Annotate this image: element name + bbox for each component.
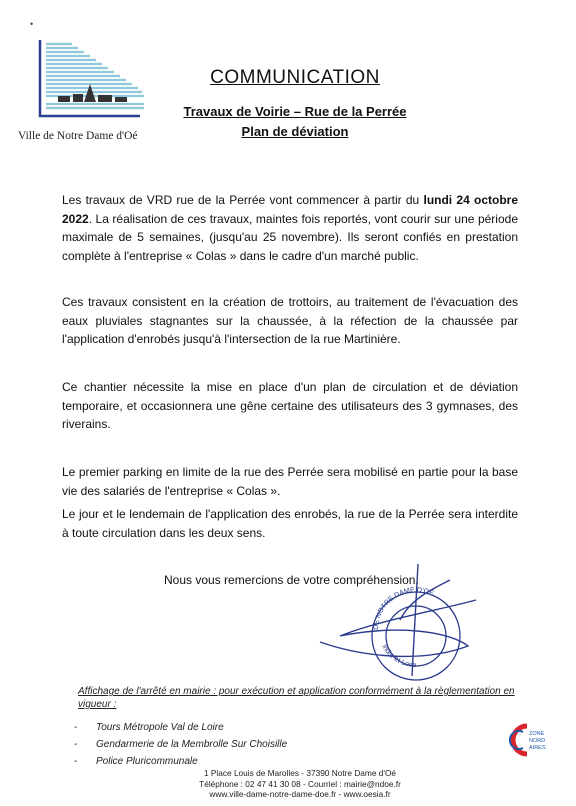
p1-text-before: Les travaux de VRD rue de la Perrée vont commencer à partir du	[62, 193, 424, 207]
list-item-label: Tours Métropole Val de Loire	[96, 722, 224, 733]
list-item	[74, 736, 287, 753]
list-item-label: Police Pluricommunale	[96, 756, 198, 767]
paragraph-parking: Le premier parking en limite de la rue des Perrée sera mobilisé en partie pour la base vie des salariés de l'entreprise « Colas ».	[62, 465, 518, 498]
footer	[150, 768, 450, 800]
list-dash: -	[74, 739, 78, 750]
p1-text-after: . La réalisation de ces travaux, maintes fois reportés, vont courir sur une période maximale de 5 semaines, (jusqu'au 25 novembre). Ils seront confiés en prestation complète à l'entreprise « Colas » dans le cadre d'un marché public.	[62, 211, 518, 263]
footer-websites: www.ville-dame-notre-dame-doe.fr - www.oesia.fr	[209, 789, 391, 799]
subtitle-works: Travaux de Voirie – Rue de la Perrée	[183, 104, 407, 119]
page-mark: •	[30, 19, 34, 29]
partner-logo	[505, 720, 559, 760]
stamp-text-bottom: Indre-et-Loire	[380, 643, 417, 670]
paragraph-start-date	[62, 191, 518, 265]
posting-notice: Affichage de l'arrêté en mairie : pour exécution et application conformément à la règlementation en vigueur :	[78, 686, 515, 710]
footer-contact: Téléphone : 02 47 41 30 08 - Courriel : mairie@ndoe.fr	[199, 778, 401, 789]
thanks-line: Nous vous remercions de votre compréhension.	[164, 573, 419, 587]
town-logo	[18, 38, 148, 128]
page-title: COMMUNICATION	[210, 67, 380, 88]
list-dash: -	[74, 722, 78, 733]
start-date: lundi 24 octobre 2022	[62, 193, 519, 226]
logo-caption: Ville de Notre Dame d'Oé	[18, 130, 138, 142]
list-item	[74, 719, 287, 736]
paragraph-closure: Le jour et le lendemain de l'application des enrobés, la rue de la Perrée sera interdite à toute circulation dans les deux sens.	[62, 507, 518, 540]
list-dash: -	[74, 756, 78, 767]
partner-logo-text: ZONE NORD AIRES	[529, 731, 546, 751]
stamp-text-top: DE NOTRE DAME D'OÉ	[372, 586, 435, 631]
paragraph-traffic-plan: Ce chantier nécessite la mise en place d'un plan de circulation et de déviation temporaire, et occasionnera une gêne certaine des utilisateurs des 3 gymnases, des riverains.	[62, 380, 518, 431]
list-item-label: Gendarmerie de la Membrolle Sur Choisille	[96, 739, 288, 750]
footer-address: 1 Place Louis de Marolles - 37390 Notre Dame d'Oé	[203, 768, 397, 778]
subtitle-detour: Plan de déviation	[241, 124, 349, 139]
distribution-list	[74, 719, 287, 770]
paragraph-works-detail: Ces travaux consistent en la création de trottoirs, au traitement de l'évacuation des eaux pluviales stagnantes sur la chaussée, à la réfection de la chaussée par l'application d'enrobés jusqu'à l'intersection de la rue Martinière.	[62, 295, 518, 346]
